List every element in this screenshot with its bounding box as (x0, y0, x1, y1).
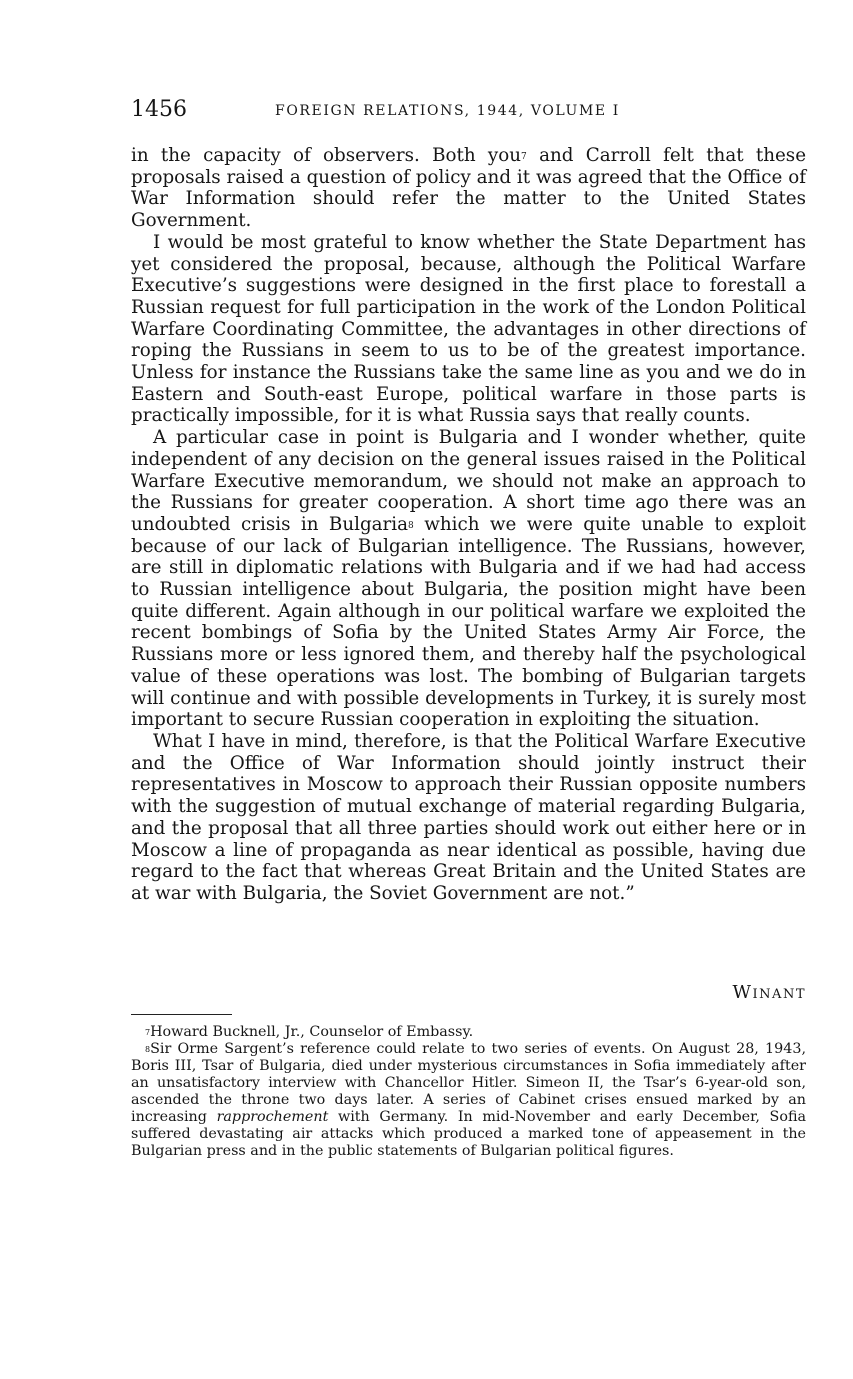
footnote-ref: 8 (408, 520, 414, 531)
footnote: $^7$Howard Bucknell, Jr., Counselor of Embassy. (145, 1024, 474, 1040)
paragraph: A particular case in point is Bulgaria and I wonder whether, quite independent of any decision on the general issues raised in the Political Warfare Executive memorandum, we should not make an approach to the Russians for greater cooperation. A short time ago there was an undoubted crisis in Bulgaria$^8$ which we were quite unable to exploit because of our lack of Bulgarian intelligence. The Russians, however, are still in diplomatic relations with Bulgaria and if we had had access to Russian intelligence about Bulgaria, the position might have been quite different. Again although in our political warfare we exploited the recent bombings of Sofia by the United States Army Air Force, the Russians more or less ignored them, and thereby half the psychological value of these operations was lost. The bombing of Bulgarian targets will continue and with possible developments in Turkey, it is surely most important to secure Russian cooperation in exploiting the situation. (131, 427, 806, 731)
footnote-mark: 8 (145, 1045, 151, 1054)
paragraph: in the capacity of observers. Both you$^7$ and Carroll felt that these proposals raised a question of policy and it was agreed that the Office of War Information should refer the matter to the United States Government. (131, 145, 807, 232)
footnote: $^8$Sir Orme Sargent’s reference could relate to two series of events. On August 28, 1943, Boris III, Tsar of Bulgaria, died under mysterious circumstances in Sofia immediately after an unsatisfactory interview with Chancellor Hitler. Simeon II, the Tsar’s 6-year-old son, ascended the throne two days later. A series of Cabinet crises ensued marked by an increasing rapprochement with Germany. In mid-November and early December, Sofia suffered devastating air attacks which produced a marked tone of appeasement in the Bulgarian press and in the public statements of Bulgarian political figures. (131, 1041, 807, 1159)
footnote-mark: 7 (145, 1028, 151, 1037)
footnote-ref: 7 (521, 152, 527, 162)
signature: Winant (732, 982, 806, 1003)
paragraph: What I have in mind, therefore, is that the Political Warfare Executive and the Office of War Information should jointly instruct their representatives in Moscow to approach their Russian opposite numbers with the suggestion of mutual exchange of material regarding Bulgaria, and the proposal that all three parties should work out either here or in Moscow a line of propaganda as near identical as possible, having due regard to the fact that whereas Great Britain and the United States are at war with Bulgaria, the Soviet Government are not.” (131, 730, 806, 904)
paragraph: I would be most grateful to know whether the State Department has yet considered the proposal, because, although the Political Warfare Executive’s suggestions were designed in the first place to forestall a Russian request for full participation in the work of the London Political Warfare Coordinating Committee, the advantages in other directions of roping the Russians in seem to us to be of the greatest importance. Unless for instance the Russians take the same line as you and we do in Eastern and South-east Europe, political warfare in those parts is practically impossible, for it is what Russia says that really counts. (131, 231, 806, 427)
page-header (131, 97, 806, 127)
footnote-divider (131, 1014, 232, 1015)
running-title: FOREIGN RELATIONS, 1944, VOLUME I (275, 103, 620, 119)
body-text (131, 145, 806, 905)
footnotes (131, 1024, 806, 1160)
page-number: 1456 (131, 97, 187, 122)
